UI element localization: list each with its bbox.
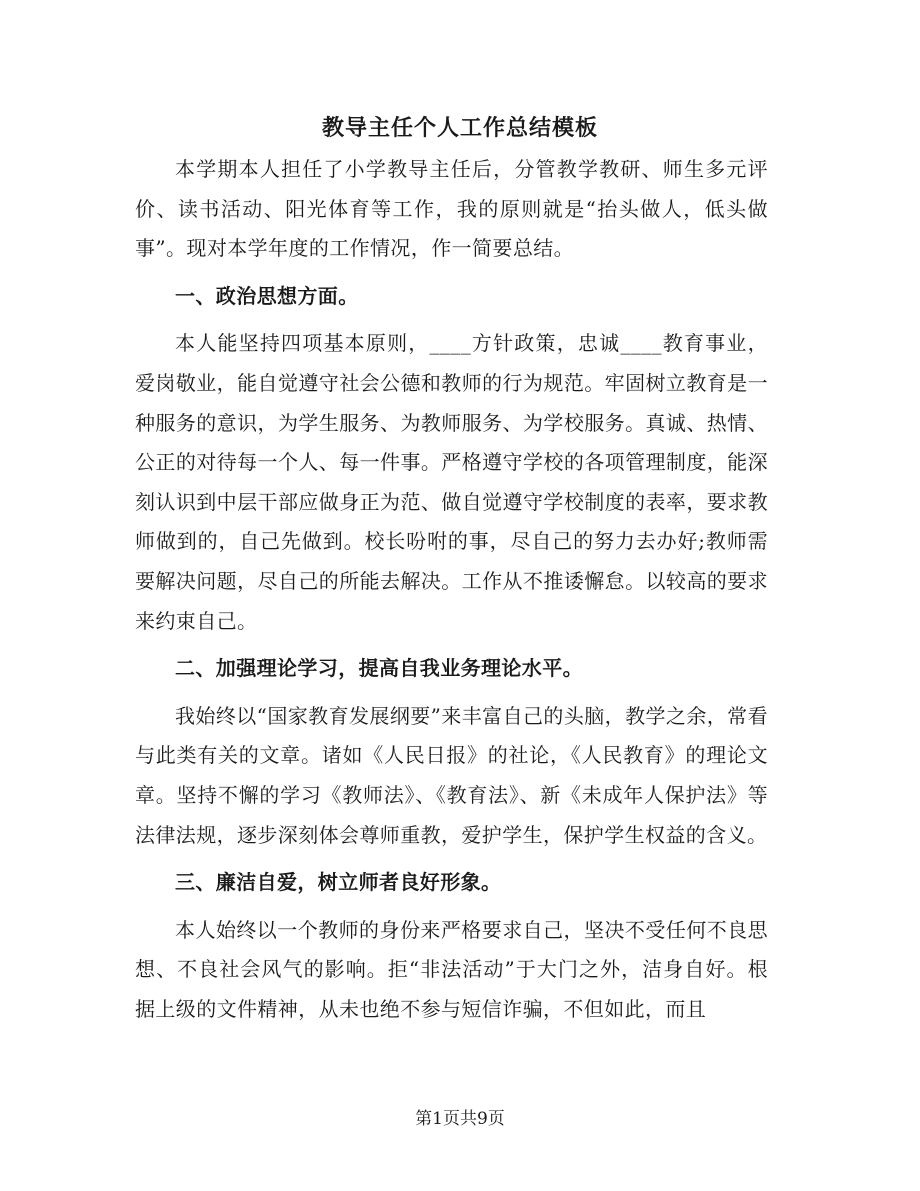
section-heading-3: 三、廉洁自爱，树立师者良好形象。 bbox=[175, 870, 502, 895]
document-body bbox=[135, 150, 768, 1029]
intro-paragraph: 本学期本人担任了小学教导主任后，分管教学教研、师生多元评价、读书活动、阳光体育等工作，我的原则就是“抬头做人，低头做事”。现对本学年度的工作情况，作一简要总结。 bbox=[135, 157, 768, 261]
section-heading-1: 一、政治思想方面。 bbox=[175, 283, 359, 308]
section-paragraph-2: 我始终以“国家教育发展纲要”来丰富自己的头脑，教学之余，常看与此类有关的文章。诸如《人民日报》的社论，《人民教育》的理论文章。坚持不懈的学习《教师法》、《教育法》、新《未成年人保护法》等法律法规，逐步深刻体会尊师重教，爱护学生，保护学生权益的含义。 bbox=[135, 703, 768, 847]
section-paragraph-3: 本人始终以一个教师的身份来严格要求自己，坚决不受任何不良思想、不良社会风气的影响。拒“非法活动”于大门之外，洁身自好。根据上级的文件精神，从未也绝不参与短信诈骗，不但如此，而且 bbox=[135, 917, 768, 1021]
page-number: 第1页共9页 bbox=[415, 1109, 505, 1129]
page-title: 教导主任个人工作总结模板 bbox=[321, 115, 598, 141]
section-paragraph-1: 本人能坚持四项基本原则，____方针政策，忠诚____教育事业，爱岗敬业，能自觉遵守社会公德和教师的行为规范。牢固树立教育是一种服务的意识，为学生服务、为教师服务、为学校服务。真诚、热情、公正的对待每一个人、每一件事。严格遵守学校的各项管理制度，能深刻认识到中层干部应做身正为范、做自觉遵守学校制度的表率，要求教师做到的，自己先做到。校长吩咐的事，尽自己的努力去办好;教师需要解决问题，尽自己的所能去解决。工作从不推诿懈怠。以较高的要求来约束自己。 bbox=[135, 331, 768, 633]
section-heading-2: 二、加强理论学习，提高自我业务理论水平。 bbox=[175, 656, 583, 681]
